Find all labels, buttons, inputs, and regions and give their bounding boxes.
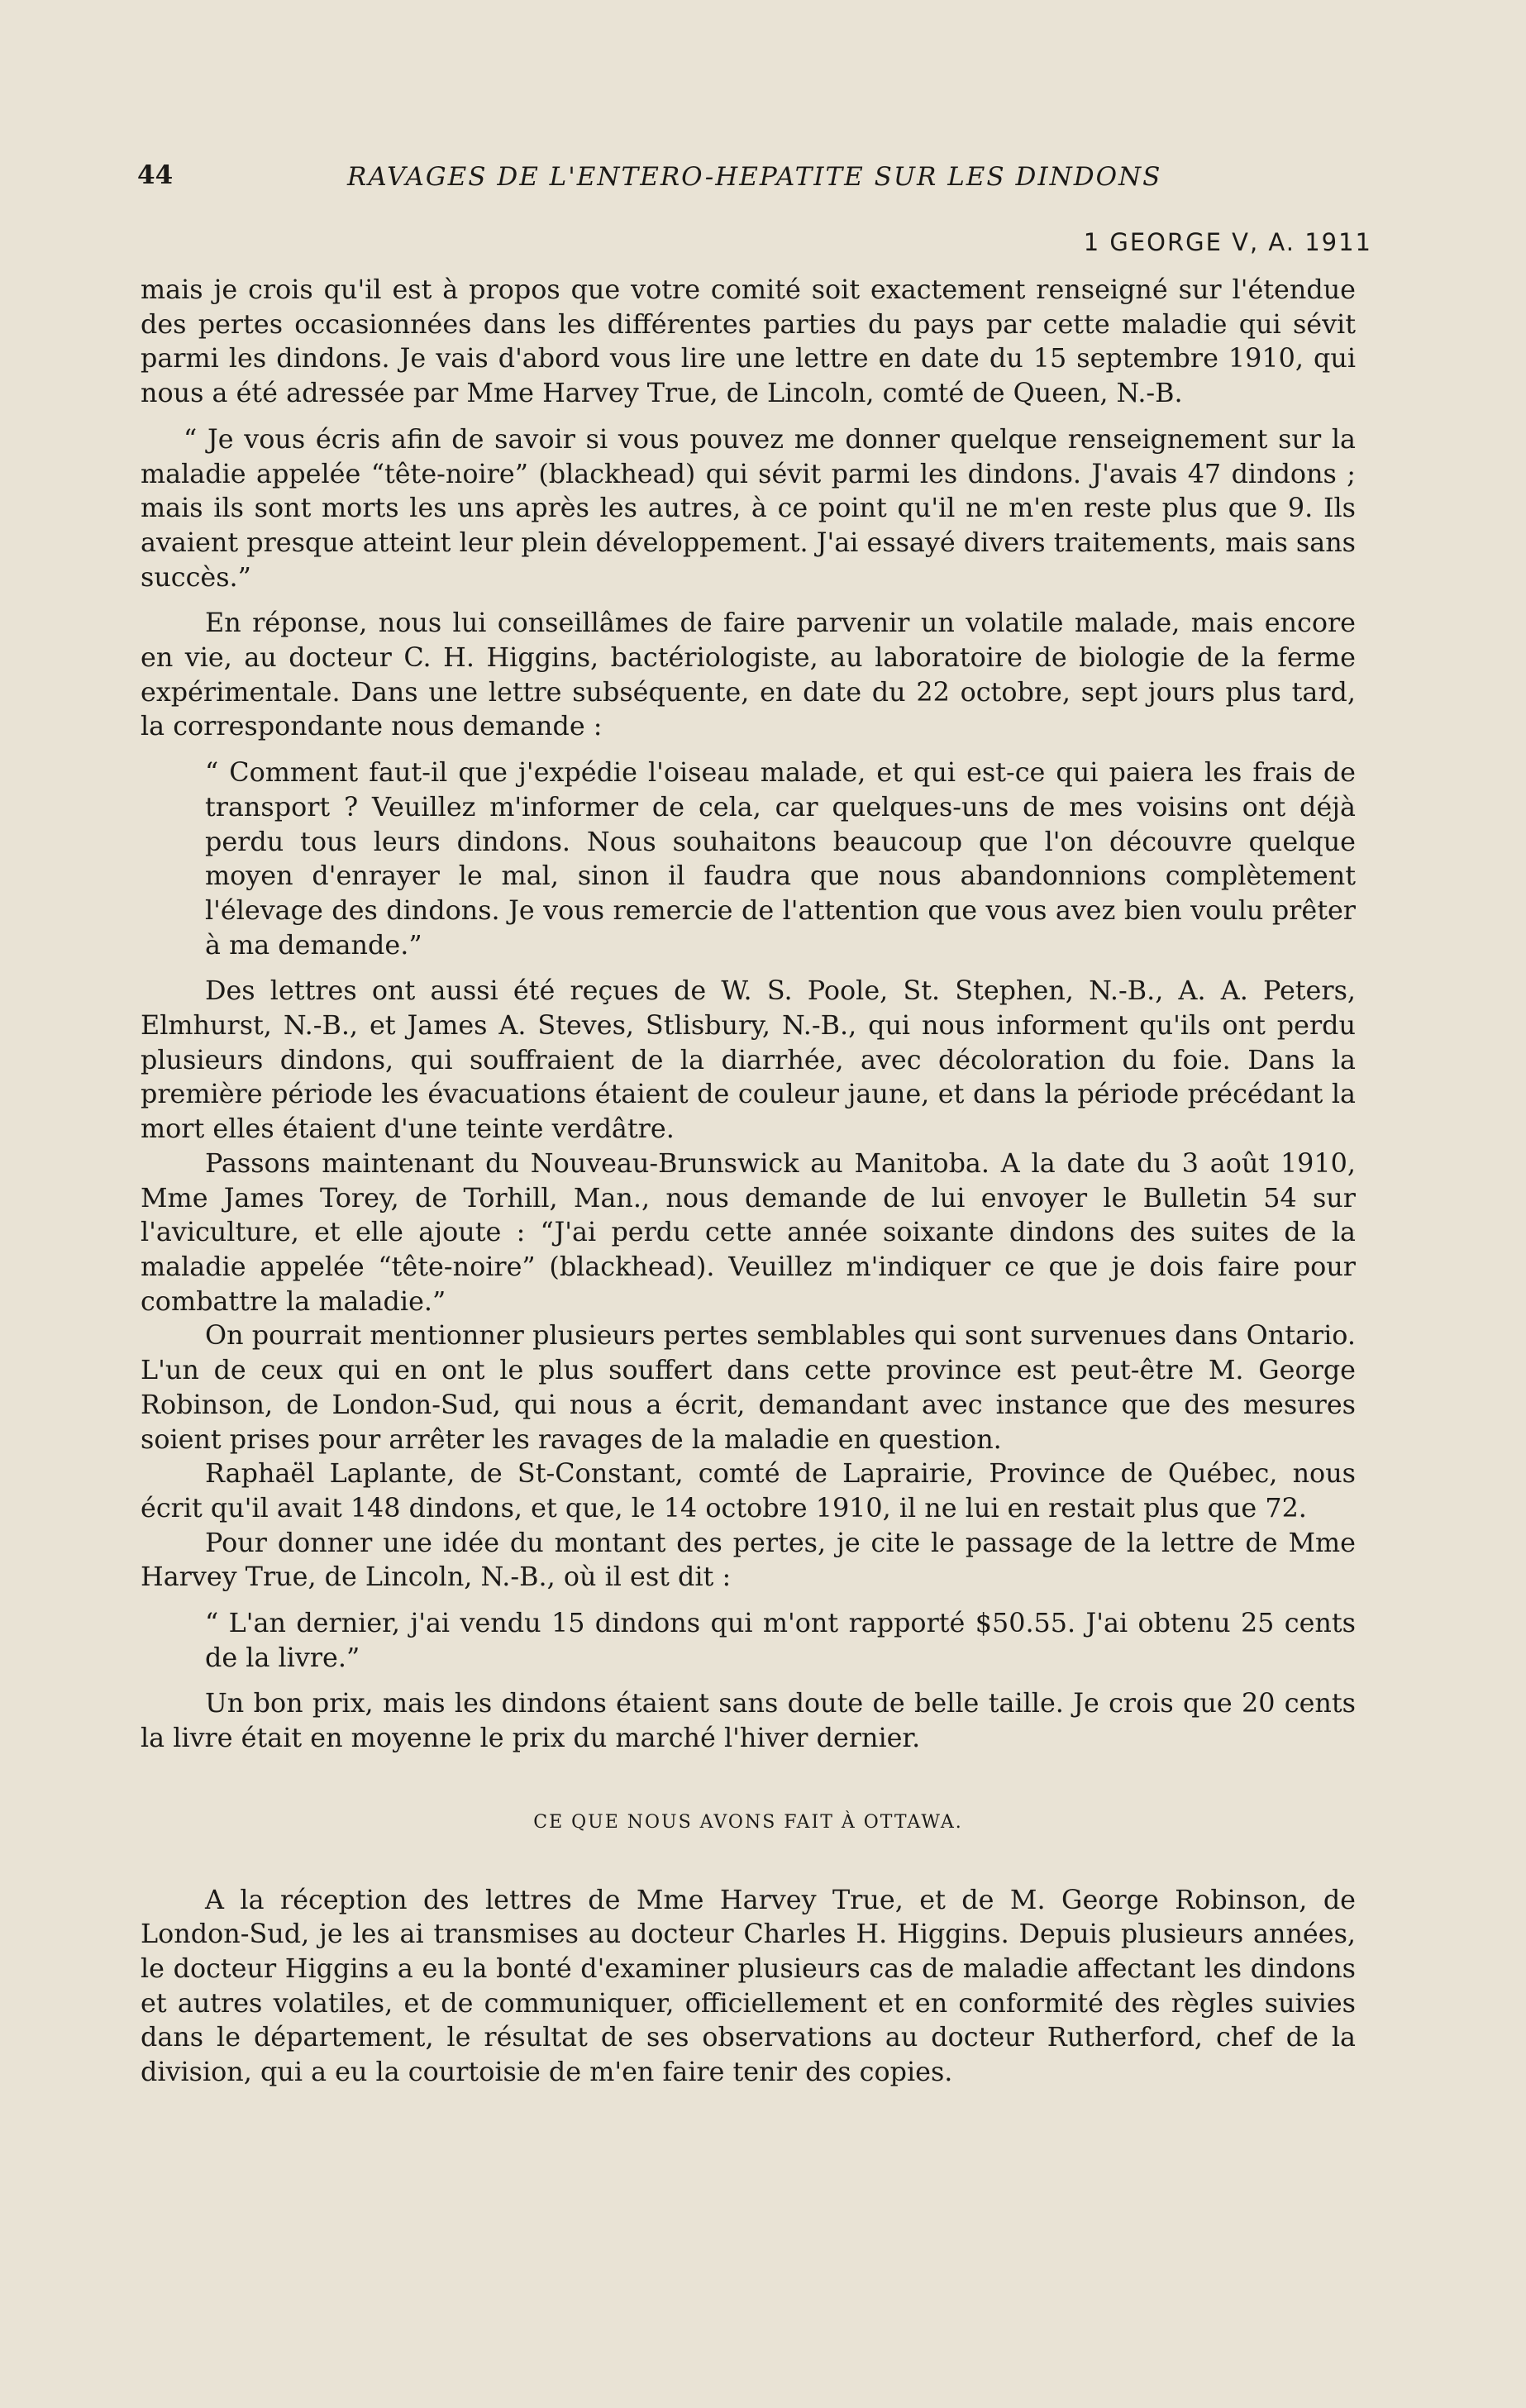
quoted-letter: “ Comment faut-il que j'expédie l'oiseau malade, et qui est-ce qui paiera les frais de transport ? Veuillez m'informer de cela, car quelques-uns de mes voisins ont déjà perdu tous leurs dindons. Nous souhaitons beaucoup que l'on découvre quelque moyen d'enrayer le mal, sinon il faudra que nous abandonnions complètement l'élevage des dindons. Je vous remercie de l'attention que vous avez bien voulu prêter à ma demande.” (205, 757, 1356, 961)
paragraph: mais je crois qu'il est à propos que votre comité soit exactement renseigné sur l'étendue des pertes occasionnées dans les différentes parties du pays par cette maladie qui sévit parmi les dindons. Je vais d'abord vous lire une lettre en date du 15 septembre 1910, qui nous a été adressée par Mme Harvey True, de Lincoln, comté de Queen, N.-B. (141, 274, 1356, 409)
paragraph: On pourrait mentionner plusieurs pertes semblables qui sont survenues dans Ontario. L'un de ceux qui en ont le plus souffert dans cette province est peut-être M. George Robinson, de London-Sud, qui nous a écrit, demandant avec instance que des mesures soient prises pour arrêter les ravages de la maladie en question. (141, 1320, 1356, 1455)
quoted-letter: “ L'an dernier, j'ai vendu 15 dindons qui m'ont rapporté $50.55. J'ai obtenu 25 cents de la livre.” (205, 1608, 1356, 1673)
page-number: 44 (137, 160, 174, 190)
regnal-year: 1 GEORGE V, A. 1911 (1083, 228, 1372, 256)
running-title: RAVAGES DE L'ENTERO-HEPATITE SUR LES DINDONS (347, 162, 1162, 192)
paragraph: En réponse, nous lui conseillâmes de faire parvenir un volatile malade, mais encore en vie, au docteur C. H. Higgins, bactériologiste, au laboratoire de biologie de la ferme expérimentale. Dans une lettre subséquente, en date du 22 octobre, sept jours plus tard, la correspondante nous demande : (141, 608, 1356, 742)
paragraph: Raphaël Laplante, de St-Constant, comté de Laprairie, Province de Québec, nous écrit qu'il avait 148 dindons, et que, le 14 octobre 1910, il ne lui en restait plus que 72. (141, 1458, 1356, 1523)
paragraph: Des lettres ont aussi été reçues de W. S. Poole, St. Stephen, N.-B., A. A. Peters, Elmhurst, N.-B., et James A. Steves, Stlisbury, N.-B., qui nous informent qu'ils ont perdu plusieurs dindons, qui souffraient de la diarrhée, avec décoloration du foie. Dans la première période les évacuations étaient de couleur jaune, et dans la période précédant la mort elles étaient d'une teinte verdâtre. (141, 975, 1356, 1145)
quoted-letter: “ Je vous écris afin de savoir si vous pouvez me donner quelque renseignement sur la maladie appelée “tête-noire” (blackhead) qui sévit parmi les dindons. J'avais 47 dindons ; mais ils sont morts les uns après les autres, à ce point qu'il ne m'en reste plus que 9. Ils avaient presque atteint leur plein développement. J'ai essayé divers traitements, mais sans succès.” (141, 423, 1356, 593)
paragraph: A la réception des lettres de Mme Harvey True, et de M. George Robinson, de London-Sud, je les ai transmises au docteur Charles H. Higgins. Depuis plusieurs années, le docteur Higgins a eu la bonté d'examiner plusieurs cas de maladie affectant les dindons et autres volatiles, et de communiquer, officiellement et en conformité des règles suivies dans le département, le résultat de ses observations au docteur Rutherford, chef de la division, qui a eu la courtoisie de m'en faire tenir des copies. (141, 1884, 1356, 2088)
paragraph: Un bon prix, mais les dindons étaient sans doute de belle taille. Je crois que 20 cents la livre était en moyenne le prix du marché l'hiver dernier. (141, 1688, 1356, 1754)
paragraph: Passons maintenant du Nouveau-Brunswick au Manitoba. A la date du 3 août 1910, Mme James Torey, de Torhill, Man., nous demande de lui envoyer le Bulletin 54 sur l'aviculture, et elle ajoute : “J'ai perdu cette année soixante dindons des suites de la maladie appelée “tête-noire” (blackhead). Veuillez m'indiquer ce que je dois faire pour combattre la maladie.” (141, 1147, 1356, 1317)
paragraph: Pour donner une idée du montant des pertes, je cite le passage de la lettre de Mme Harvey True, de Lincoln, N.-B., où il est dit : (141, 1527, 1356, 1593)
body-text (141, 273, 1356, 2090)
section-heading: CE QUE NOUS AVONS FAIT À OTTAWA. (533, 1811, 963, 1833)
